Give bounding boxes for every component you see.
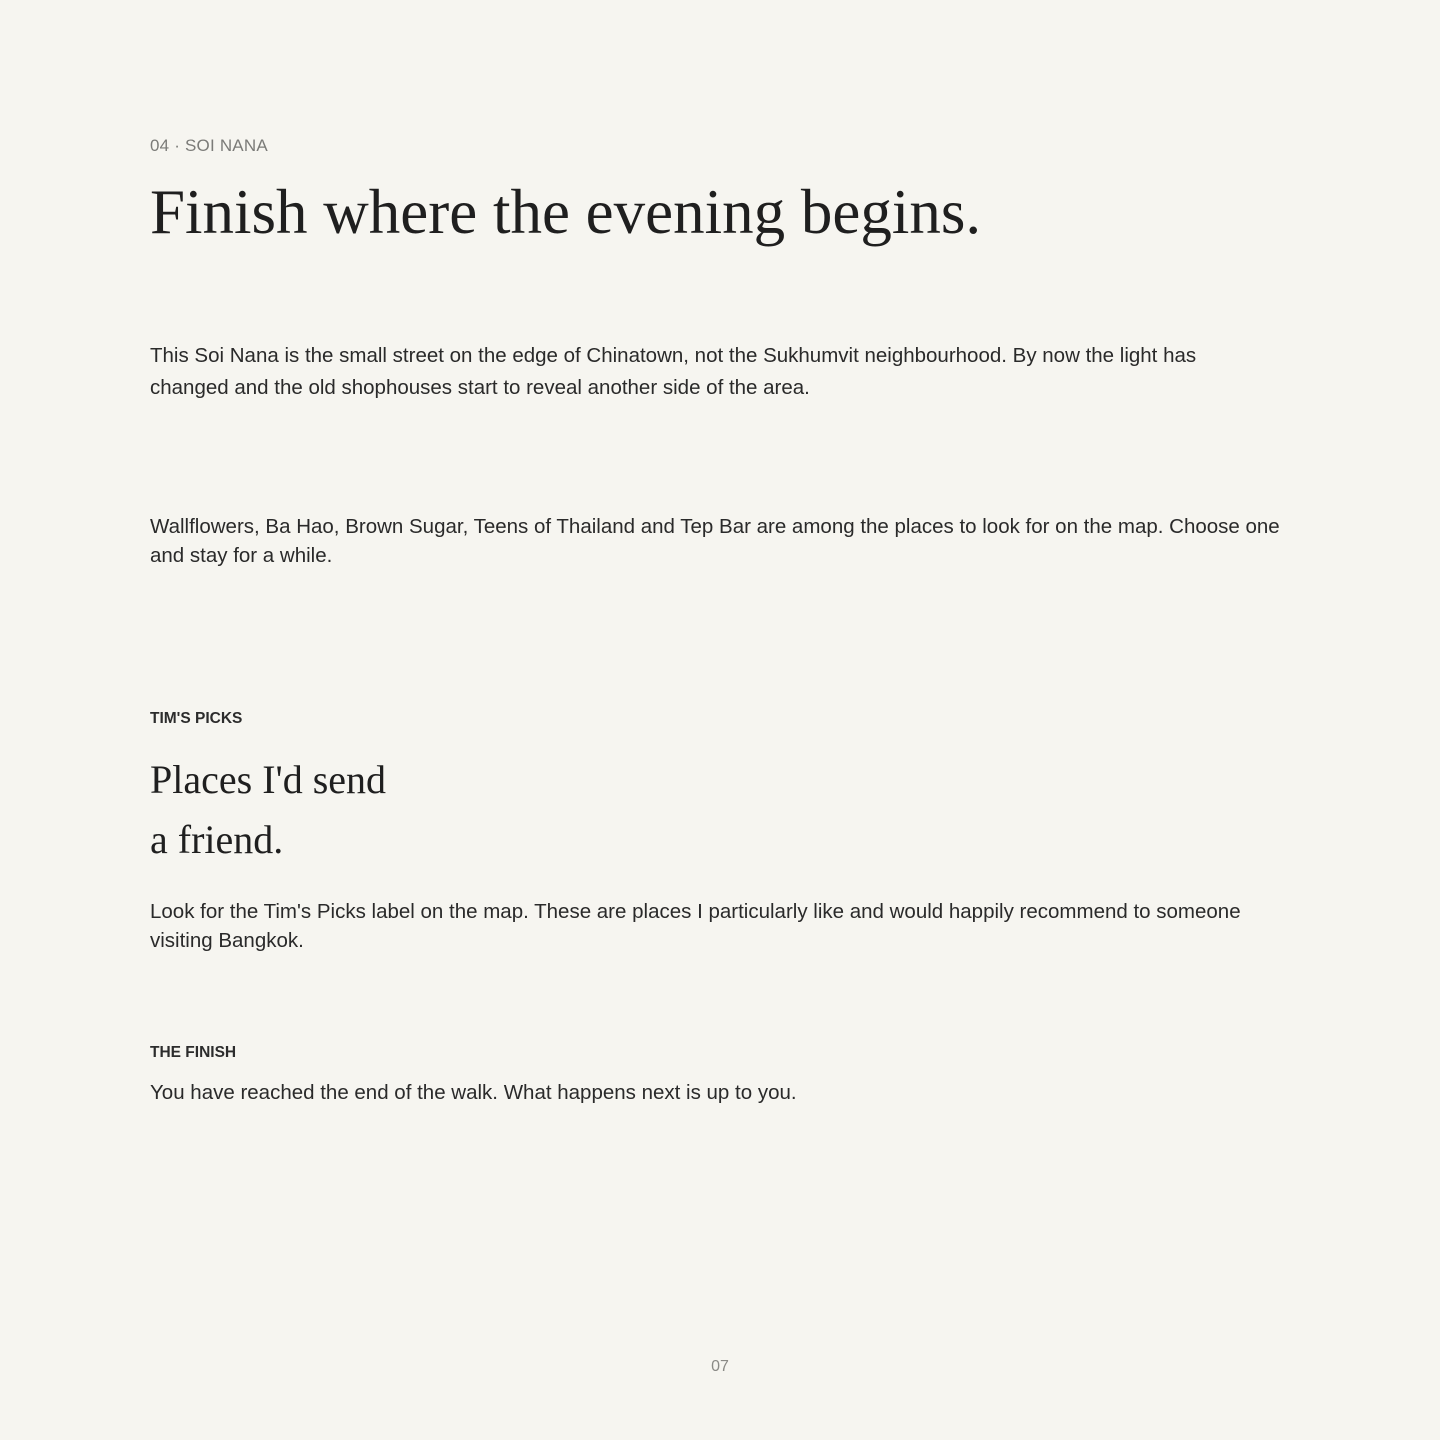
page-title: Finish where the evening begins.: [150, 177, 982, 247]
page-number: 07: [711, 1358, 729, 1375]
picks-title: [150, 750, 386, 870]
picks-title-line-1: Places I'd send: [150, 757, 387, 802]
picks-paragraph: Look for the Tim's Picks label on the map. These are places I particularly like and would happily recommend to someone visiting Bangkok.: [150, 900, 1241, 952]
picks-label: TIM'S PICKS: [150, 710, 243, 727]
finish-paragraph: You have reached the end of the walk. What happens next is up to you.: [150, 1081, 797, 1104]
places-paragraph: Wallflowers, Ba Hao, Brown Sugar, Teens of Thailand and Tep Bar are among the places to look for on the map. Choose one and stay for a while.: [150, 515, 1280, 567]
finish-label: THE FINISH: [150, 1044, 237, 1061]
picks-title-line-2: a friend.: [150, 817, 284, 862]
intro-paragraph: This Soi Nana is the small street on the edge of Chinatown, not the Sukhumvit neighbourhood. By now the light has changed and the old shophouses start to reveal another side of the area.: [150, 344, 1197, 399]
section-eyebrow: 04 · SOI NANA: [150, 136, 268, 155]
